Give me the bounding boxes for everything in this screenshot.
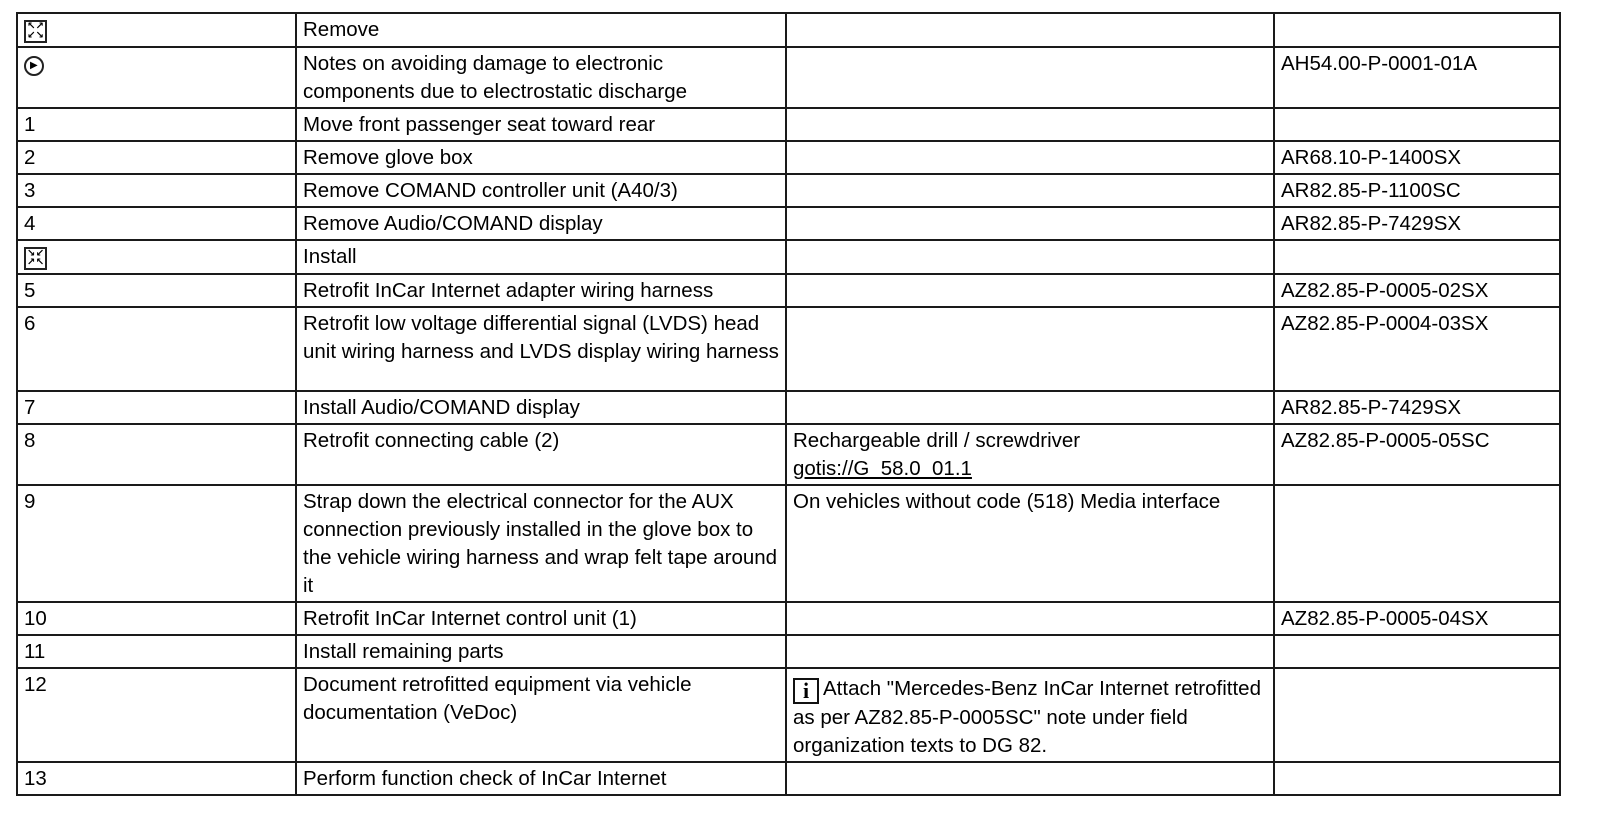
- action-cell: Remove glove box: [296, 141, 786, 174]
- table-row: [17, 307, 1560, 391]
- action-cell: Remove Audio/COMAND display: [296, 207, 786, 240]
- table-row: [17, 274, 1560, 307]
- reference-cell: [1274, 635, 1560, 668]
- table-row: [17, 174, 1560, 207]
- table-row: [17, 108, 1560, 141]
- remove-icon: ↖ ↗ ↙ ↘: [24, 20, 47, 43]
- table-row: [17, 485, 1560, 602]
- procedure-table: [16, 12, 1561, 796]
- action-cell: Retrofit low voltage differential signal (LVDS) head unit wiring harness and LVDS display wiring harness: [296, 307, 786, 391]
- action-cell: Remove COMAND controller unit (A40/3): [296, 174, 786, 207]
- action-cell: Retrofit InCar Internet adapter wiring harness: [296, 274, 786, 307]
- reference-cell[interactable]: AR82.85-P-7429SX: [1274, 391, 1560, 424]
- step-cell: [17, 240, 296, 274]
- notes-cell: [786, 602, 1274, 635]
- notes-cell: [786, 240, 1274, 274]
- step-cell: 12: [17, 668, 296, 762]
- reference-cell[interactable]: AH54.00-P-0001-01A: [1274, 47, 1560, 108]
- step-cell: 2: [17, 141, 296, 174]
- reference-cell[interactable]: AR68.10-P-1400SX: [1274, 141, 1560, 174]
- table-row: [17, 141, 1560, 174]
- step-cell: 6: [17, 307, 296, 391]
- step-cell: 5: [17, 274, 296, 307]
- step-cell: 8: [17, 424, 296, 485]
- step-cell: 13: [17, 762, 296, 795]
- action-cell: Install: [296, 240, 786, 274]
- notes-cell: [786, 668, 1274, 762]
- action-cell: Strap down the electrical connector for the AUX connection previously installed in the glove box to the vehicle wiring harness and wrap felt tape around it: [296, 485, 786, 602]
- notes-cell: [786, 207, 1274, 240]
- step-cell: [17, 47, 296, 108]
- reference-cell[interactable]: AZ82.85-P-0005-05SC: [1274, 424, 1560, 485]
- table-row: [17, 47, 1560, 108]
- table-row: [17, 602, 1560, 635]
- reference-cell[interactable]: AZ82.85-P-0005-02SX: [1274, 274, 1560, 307]
- table-row: [17, 13, 1560, 47]
- step-cell: 1: [17, 108, 296, 141]
- step-cell: 11: [17, 635, 296, 668]
- reference-cell[interactable]: AR82.85-P-1100SC: [1274, 174, 1560, 207]
- esd-warning-icon: [24, 56, 44, 76]
- notes-cell: [786, 108, 1274, 141]
- reference-cell: [1274, 108, 1560, 141]
- notes-cell: [786, 762, 1274, 795]
- action-cell: Retrofit connecting cable (2): [296, 424, 786, 485]
- notes-text: Rechargeable drill / screwdriver: [793, 429, 1081, 452]
- table-row: [17, 391, 1560, 424]
- reference-cell: [1274, 668, 1560, 762]
- reference-cell: [1274, 13, 1560, 47]
- reference-cell: [1274, 762, 1560, 795]
- notes-cell: [786, 635, 1274, 668]
- action-cell: Install remaining parts: [296, 635, 786, 668]
- action-cell: Remove: [296, 13, 786, 47]
- notes-cell: [786, 47, 1274, 108]
- action-cell: Notes on avoiding damage to electronic components due to electrostatic discharge: [296, 47, 786, 108]
- table-row: [17, 635, 1560, 668]
- notes-text: Attach "Mercedes-Benz InCar Internet retrofitted as per AZ82.85-P-0005SC" note under field organization texts to DG 82.: [793, 677, 1261, 757]
- step-cell: 4: [17, 207, 296, 240]
- step-cell: 9: [17, 485, 296, 602]
- install-icon: ↘ ↙ ↗ ↖: [24, 247, 47, 270]
- notes-cell: [786, 174, 1274, 207]
- table-row: [17, 762, 1560, 795]
- action-cell: Move front passenger seat toward rear: [296, 108, 786, 141]
- reference-cell: [1274, 240, 1560, 274]
- notes-cell: [786, 13, 1274, 47]
- step-cell: [17, 13, 296, 47]
- notes-cell: [786, 141, 1274, 174]
- table-row: [17, 424, 1560, 485]
- step-cell: 7: [17, 391, 296, 424]
- notes-cell: [786, 391, 1274, 424]
- notes-cell: [786, 424, 1274, 485]
- action-cell: Perform function check of InCar Internet: [296, 762, 786, 795]
- action-cell: Install Audio/COMAND display: [296, 391, 786, 424]
- table-row: [17, 240, 1560, 274]
- action-cell: Retrofit InCar Internet control unit (1): [296, 602, 786, 635]
- reference-cell: [1274, 485, 1560, 602]
- reference-cell[interactable]: AZ82.85-P-0005-04SX: [1274, 602, 1560, 635]
- step-cell: 3: [17, 174, 296, 207]
- notes-cell: [786, 307, 1274, 391]
- info-icon: i: [793, 678, 819, 704]
- table-row: [17, 668, 1560, 762]
- gotis-link[interactable]: gotis://G_58.0_01.1: [793, 457, 972, 480]
- notes-cell: On vehicles without code (518) Media interface: [786, 485, 1274, 602]
- reference-cell[interactable]: AR82.85-P-7429SX: [1274, 207, 1560, 240]
- step-cell: 10: [17, 602, 296, 635]
- action-cell: Document retrofitted equipment via vehicle documentation (VeDoc): [296, 668, 786, 762]
- table-row: [17, 207, 1560, 240]
- reference-cell[interactable]: AZ82.85-P-0004-03SX: [1274, 307, 1560, 391]
- notes-cell: [786, 274, 1274, 307]
